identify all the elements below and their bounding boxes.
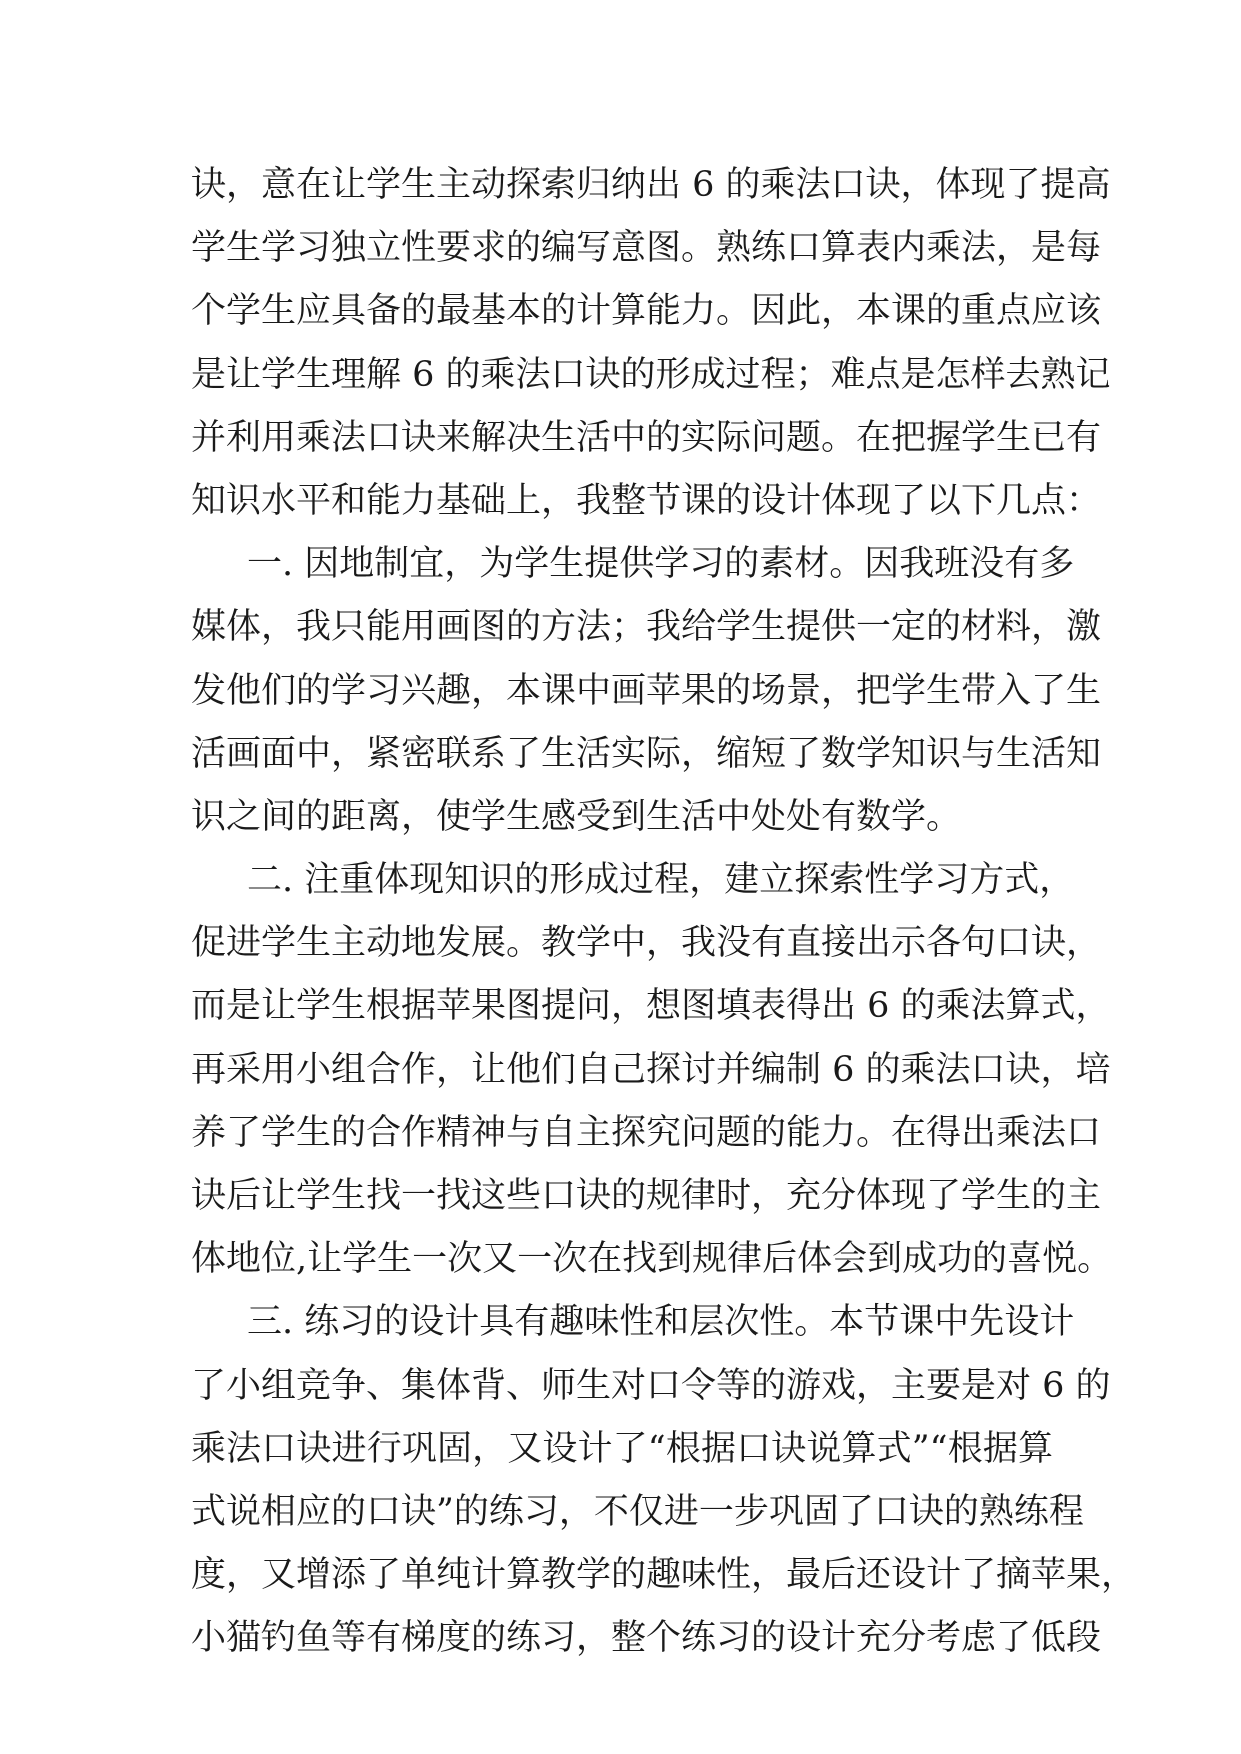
text-line: 个学生应具备的最基本的计算能力。因此，本课的重点应该: [191, 291, 1102, 332]
text-line: 再采用小组合作，让他们自己探讨并编制 6 的乘法口诀，培: [191, 1049, 1111, 1090]
text-line: 体地位,让学生一次又一次在找到规律后体会到成功的喜悦。: [191, 1239, 1113, 1280]
paragraph-three-first-line: 三. 练习的设计具有趣味性和层次性。本节课中先设计: [247, 1302, 1075, 1343]
text-line: 而是让学生根据苹果图提问，想图填表得出 6 的乘法算式，: [191, 986, 1111, 1027]
body-text: [191, 154, 1137, 1671]
text-line: 知识水平和能力基础上，我整节课的设计体现了以下几点：: [191, 480, 1102, 521]
text-line: 度，又增添了单纯计算教学的趣味性，最后还设计了摘苹果，: [191, 1555, 1137, 1596]
text-line: 诀，意在让学生主动探索归纳出 6 的乘法口诀，体现了提高: [191, 165, 1111, 205]
text-line: 活画面中，紧密联系了生活实际，缩短了数学知识与生活知: [191, 733, 1102, 774]
text-line: 发他们的学习兴趣，本课中画苹果的场景，把学生带入了生: [191, 670, 1102, 711]
text-line: 乘法口诀进行巩固，又设计了“根据口诀说算式”“根据算: [191, 1428, 1053, 1469]
text-line: 识之间的距离，使学生感受到生活中处处有数学。: [191, 796, 962, 837]
text-line: 式说相应的口诀”的练习，不仅进一步巩固了口诀的熟练程: [191, 1491, 1084, 1532]
text-line: 并利用乘法口诀来解决生活中的实际问题。在把握学生已有: [191, 417, 1102, 458]
text-line: 了小组竞争、集体背、师生对口令等的游戏，主要是对 6 的: [191, 1365, 1111, 1406]
text-line: 小猫钓鱼等有梯度的练习，整个练习的设计充分考虑了低段: [191, 1618, 1102, 1659]
paragraph-one-first-line: 一. 因地制宜，为学生提供学习的素材。因我班没有多: [247, 544, 1075, 585]
text-line: 是让学生理解 6 的乘法口诀的形成过程；难点是怎样去熟记: [191, 354, 1111, 395]
text-line: 促进学生主动地发展。教学中，我没有直接出示各句口诀，: [191, 923, 1102, 964]
text-line: 养了学生的合作精神与自主探究问题的能力。在得出乘法口: [191, 1112, 1102, 1153]
text-line: 媒体，我只能用画图的方法；我给学生提供一定的材料，激: [191, 607, 1102, 648]
paragraph-two-first-line: 二. 注重体现知识的形成过程，建立探索性学习方式，: [247, 860, 1075, 901]
text-line: 诀后让学生找一找这些口诀的规律时，充分体现了学生的主: [191, 1176, 1102, 1216]
text-line: 学生学习独立性要求的编写意图。熟练口算表内乘法，是每: [191, 228, 1102, 269]
